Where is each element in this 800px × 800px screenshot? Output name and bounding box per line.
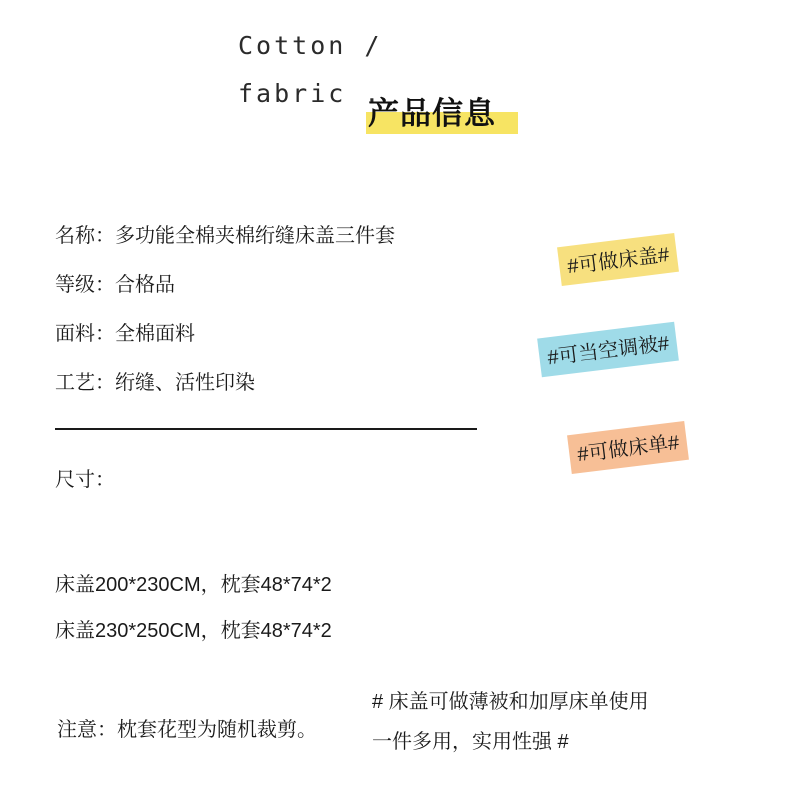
- size-list: [55, 562, 555, 654]
- header-english-line2: fabric .: [238, 79, 383, 108]
- feature-tag-ac-quilt: #可当空调被#: [537, 322, 679, 378]
- size-line: 床盖230*250CM，枕套48*74*2: [55, 620, 332, 642]
- info-row: 等级：合格品: [55, 274, 175, 296]
- feature-tag-bedcover: #可做床盖#: [557, 233, 679, 286]
- page-title-wrap: [366, 94, 496, 134]
- slogan-line-1: # 床盖可做薄被和加厚床单使用: [372, 691, 649, 713]
- section-divider: [55, 428, 477, 430]
- info-row: 名称：多功能全棉夹棉绗缝床盖三件套: [55, 225, 395, 247]
- note-text: 注意：枕套花型为随机裁剪。: [57, 719, 317, 741]
- size-section-label: 尺寸：: [55, 469, 115, 491]
- slogan-block: [372, 682, 792, 762]
- info-row: 面料：全棉面料: [55, 323, 195, 345]
- product-info-list: [55, 212, 515, 408]
- slogan-line-2: 一件多用，实用性强 #: [372, 731, 569, 753]
- feature-tag-bedsheet: #可做床单#: [567, 421, 689, 474]
- header-english-line1: Cotton /: [238, 31, 383, 60]
- page-title: 产品信息: [368, 96, 496, 131]
- page-header: [0, 22, 800, 132]
- info-row: 工艺：绗缝、活性印染: [55, 372, 255, 394]
- size-line: 床盖200*230CM，枕套48*74*2: [55, 574, 332, 596]
